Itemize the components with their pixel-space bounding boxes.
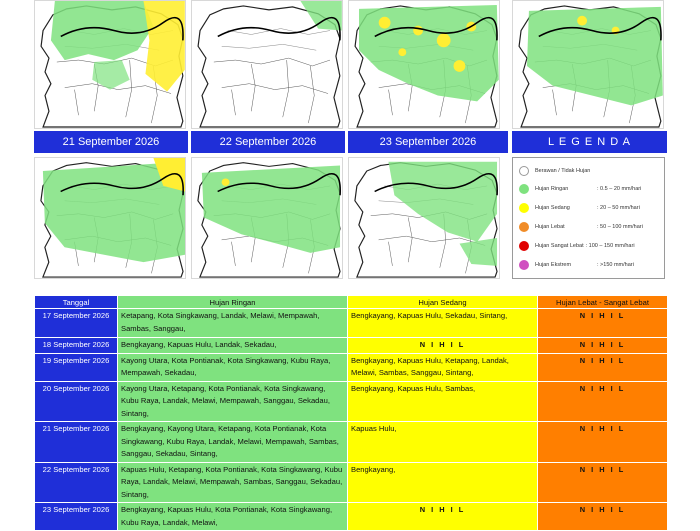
legend-item — [519, 184, 641, 194]
swatch-yellow — [519, 203, 529, 213]
cell-lebat: N I H I L — [538, 462, 668, 503]
cell-ringan: Kayong Utara, Kota Pontianak, Kota Singkawang, Kubu Raya, Mempawah, Sekadau, — [118, 353, 348, 381]
cell-sedang: Bengkayang, Kapuas Hulu, Ketapang, Landak, Melawi, Sambas, Sanggau, Sintang, — [348, 353, 538, 381]
table-row — [35, 309, 668, 338]
forecast-map-21 — [34, 157, 186, 279]
forecast-map-23 — [348, 157, 500, 279]
table-row — [35, 422, 668, 463]
table-row — [35, 338, 668, 354]
legend-range: : 50 – 100 mm/hari — [597, 224, 643, 230]
forecast-map-17 — [34, 0, 186, 129]
legend-item — [519, 166, 590, 176]
header-hujan-sedang: Hujan Sedang — [348, 296, 538, 309]
map-graphic — [513, 1, 663, 128]
legend-item — [519, 260, 634, 270]
map-graphic — [35, 1, 185, 128]
forecast-map-22 — [191, 157, 343, 279]
cell-ringan: Bengkayang, Kapuas Hulu, Kota Pontianak, Kota Singkawang, Kubu Raya, Landak, Melawi, — [118, 503, 348, 531]
cell-sedang: Bengkayang, Kapuas Hulu, Sekadau, Sintang, — [348, 309, 538, 338]
header-hujan-ringan: Hujan Ringan — [118, 296, 348, 309]
map-graphic — [35, 158, 185, 278]
legend-label: Hujan Lebat — [535, 224, 565, 230]
swatch-magenta — [519, 260, 529, 270]
legend-range: : 20 – 50 mm/hari — [597, 205, 640, 211]
cell-date: 19 September 2026 — [35, 353, 118, 381]
cell-date: 23 September 2026 — [35, 503, 118, 531]
table-row — [35, 462, 668, 503]
map-date-label: 22 September 2026 — [191, 131, 345, 153]
cell-lebat: N I H I L — [538, 309, 668, 338]
swatch-white — [519, 166, 529, 176]
legend-panel — [512, 157, 665, 279]
cell-sedang: Bengkayang, Kapuas Hulu, Sambas, — [348, 381, 538, 422]
table-row — [35, 503, 668, 531]
swatch-red — [519, 241, 529, 251]
map-graphic — [349, 1, 499, 128]
legend-range: : 0.5 – 20 mm/hari — [597, 186, 642, 192]
cell-sedang: N I H I L — [348, 338, 538, 354]
cell-date: 21 September 2026 — [35, 422, 118, 463]
cell-ringan: Bengkayang, Kapuas Hulu, Landak, Sekadau, — [118, 338, 348, 354]
legend-item — [519, 222, 643, 232]
cell-ringan: Ketapang, Kota Singkawang, Landak, Melawi, Mempawah, Sambas, Sanggau, — [118, 309, 348, 338]
cell-lebat: N I H I L — [538, 422, 668, 463]
header-tanggal: Tanggal — [35, 296, 118, 309]
forecast-table — [34, 295, 668, 531]
table-row — [35, 353, 668, 381]
map-graphic — [349, 158, 499, 278]
legend-item — [519, 203, 640, 213]
cell-ringan: Bengkayang, Kayong Utara, Ketapang, Kota Pontianak, Kota Singkawang, Kubu Raya, Landak, Melawi, Mempawah, Sambas, Sanggau, Sekadau, Sintang, — [118, 422, 348, 463]
cell-sedang: Kapuas Hulu, — [348, 422, 538, 463]
cell-lebat: N I H I L — [538, 353, 668, 381]
legend-item — [519, 241, 635, 251]
legend-label: Hujan Ringan — [535, 186, 569, 192]
cell-ringan: Kayong Utara, Ketapang, Kota Pontianak, Kota Singkawang, Kubu Raya, Landak, Melawi, Mempawah, Sanggau, Sekadau, Sintang, — [118, 381, 348, 422]
forecast-map-20 — [512, 0, 664, 129]
cell-sedang: N I H I L — [348, 503, 538, 531]
map-date-label: 21 September 2026 — [34, 131, 188, 153]
header-hujan-lebat: Hujan Lebat - Sangat Lebat — [538, 296, 668, 309]
map-graphic — [192, 1, 342, 128]
legend-label: Berawan / Tidak Hujan — [535, 168, 591, 174]
legend-title: L E G E N D A — [512, 131, 667, 153]
legend-label: Hujan Sedang — [535, 205, 570, 211]
map-date-label: 23 September 2026 — [348, 131, 508, 153]
cell-lebat: N I H I L — [538, 338, 668, 354]
table-row — [35, 381, 668, 422]
swatch-green — [519, 184, 529, 194]
cell-lebat: N I H I L — [538, 381, 668, 422]
cell-lebat: N I H I L — [538, 503, 668, 531]
table-header-row — [35, 296, 668, 309]
legend-label: Hujan Sangat Lebat — [535, 243, 584, 249]
cell-date: 18 September 2026 — [35, 338, 118, 354]
cell-sedang: Bengkayang, — [348, 462, 538, 503]
legend-range: : >150 mm/hari — [597, 262, 634, 268]
cell-ringan: Kapuas Hulu, Ketapang, Kota Pontianak, Kota Singkawang, Kubu Raya, Landak, Melawi, Mempawah, Sambas, Sanggau, Sekadau, Sintang, — [118, 462, 348, 503]
forecast-map-18 — [191, 0, 343, 129]
map-graphic — [192, 158, 342, 278]
cell-date: 17 September 2026 — [35, 309, 118, 338]
swatch-orange — [519, 222, 529, 232]
cell-date: 20 September 2026 — [35, 381, 118, 422]
legend-label: Hujan Ekstrem — [535, 262, 572, 268]
legend-range: : 100 – 150 mm/hari — [585, 243, 635, 249]
cell-date: 22 September 2026 — [35, 462, 118, 503]
forecast-map-19 — [348, 0, 500, 129]
